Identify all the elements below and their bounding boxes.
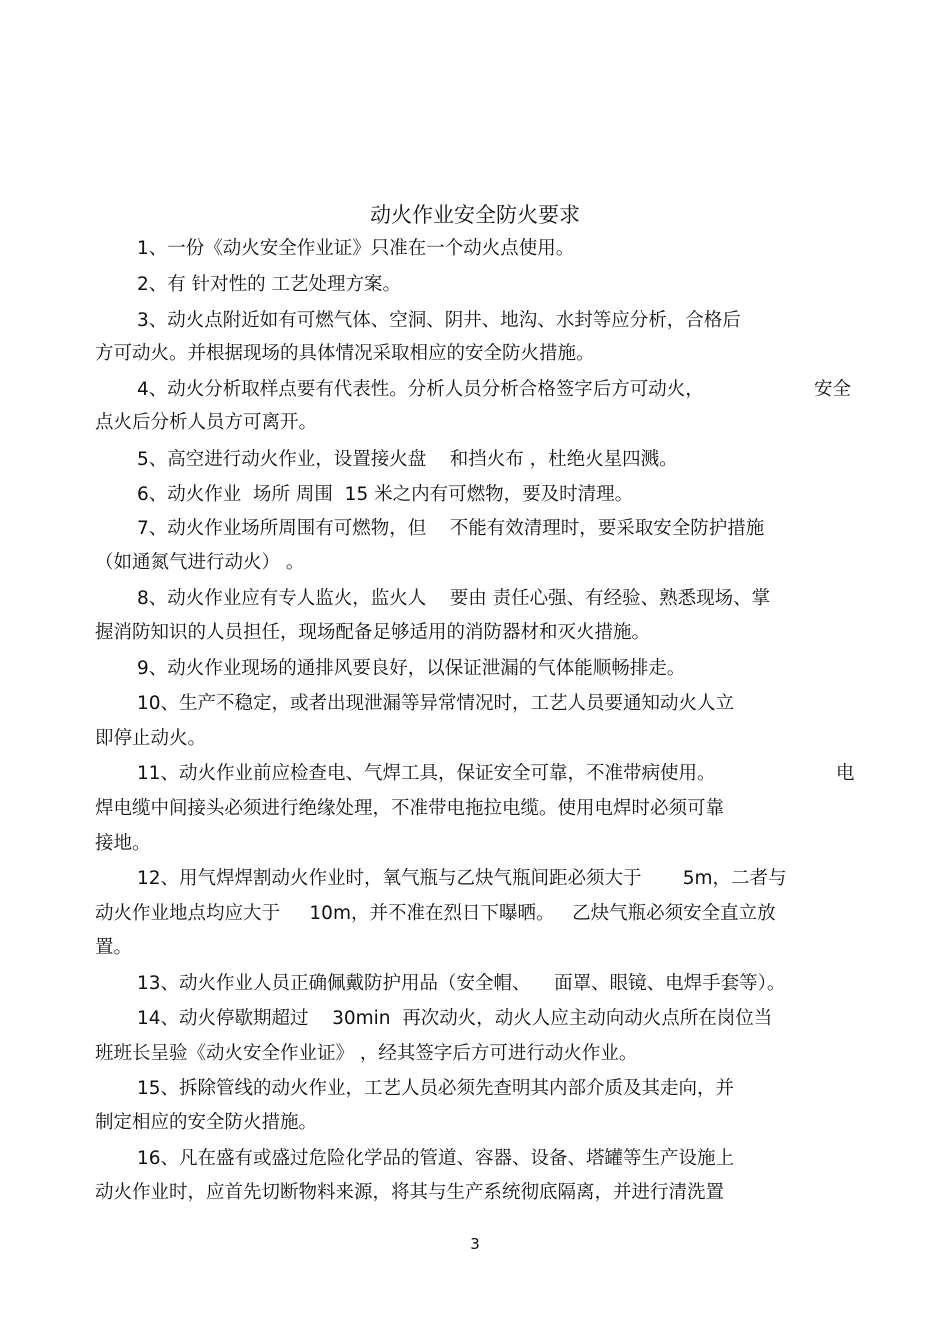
- text-line: （如通氮气进行动火） 。: [95, 552, 305, 573]
- text-line: 7、动火作业场所周围有可燃物，但 不能有效清理时，要采取安全防护措施: [137, 518, 765, 539]
- text-line: 点火后分析人员方可离开。: [95, 412, 318, 433]
- text-line: 6、动火作业 场所 周围 15 米之内有可燃物，要及时清理。: [137, 484, 634, 505]
- text-line: 11、动火作业前应检查电、气焊工具，保证安全可靠，不准带病使用。: [137, 763, 716, 784]
- text-line: 动火作业时，应首先切断物料来源，将其与生产系统彻底隔离，并进行清洗置: [95, 1182, 725, 1203]
- text-line: 9、动火作业现场的通排风要良好，以保证泄漏的气体能顺畅排走。: [137, 658, 686, 679]
- text-line: 14、动火停歇期超过 30min 再次动火，动火人应主动向动火点所在岗位当: [137, 1008, 773, 1029]
- text-line: 4、动火分析取样点要有代表性。分析人员分析合格签字后方可动火，: [137, 379, 704, 400]
- text-line: 置。: [95, 937, 133, 958]
- text-line: 2、有 针对性的 工艺处理方案。: [137, 274, 402, 295]
- text-line: 15、拆除管线的动火作业，工艺人员必须先查明其内部介质及其走向，并: [137, 1078, 735, 1099]
- text-line: 8、动火作业应有专人监火，监火人 要由 责任心强、有经验、熟悉现场、掌: [137, 588, 771, 609]
- text-line-fragment: 安全: [814, 379, 852, 400]
- page-title: 动火作业安全防火要求: [370, 203, 580, 227]
- text-line: 握消防知识的人员担任，现场配备足够适用的消防器材和灭火措施。: [95, 622, 651, 643]
- text-line: 1、一份《动火安全作业证》只准在一个动火点使用。: [137, 238, 575, 259]
- text-line: 班班长呈验《动火安全作业证》 ，经其签字后方可进行动火作业。: [95, 1043, 638, 1064]
- text-line: 焊电缆中间接头必须进行绝缘处理，不准带电拖拉电缆。使用电焊时必须可靠: [95, 798, 725, 819]
- text-line: 即停止动火。: [95, 728, 207, 749]
- text-line: 16、凡在盛有或盛过危险化学品的管道、容器、设备、塔罐等生产设施上: [137, 1148, 735, 1169]
- page-number: 3: [470, 1235, 480, 1253]
- text-line: 5、高空进行动火作业，设置接火盘 和挡火布 ，杜绝火星四溅。: [137, 449, 678, 470]
- text-line: 13、动火作业人员正确佩戴防护用品（安全帽、 面罩、眼镜、电焊手套等）。: [137, 973, 786, 994]
- text-line: 10、生产不稳定，或者出现泄漏等异常情况时，工艺人员要通知动火人立: [137, 693, 735, 714]
- text-line: 方可动火。并根据现场的具体情况采取相应的安全防火措施。: [95, 343, 595, 364]
- text-line: 接地。: [95, 833, 151, 854]
- text-line: 3、动火点附近如有可燃气体、空洞、阴井、地沟、水封等应分析，合格后: [137, 310, 741, 331]
- text-line: 制定相应的安全防火措施。: [95, 1112, 318, 1133]
- text-line: 12、用气焊焊割动火作业时，氧气瓶与乙炔气瓶间距必须大于 5m，二者与: [137, 868, 787, 889]
- text-line: 动火作业地点均应大于 10m，并不准在烈日下曝晒。 乙炔气瓶必须安全直立放: [95, 903, 776, 924]
- text-line-fragment: 电: [836, 763, 855, 784]
